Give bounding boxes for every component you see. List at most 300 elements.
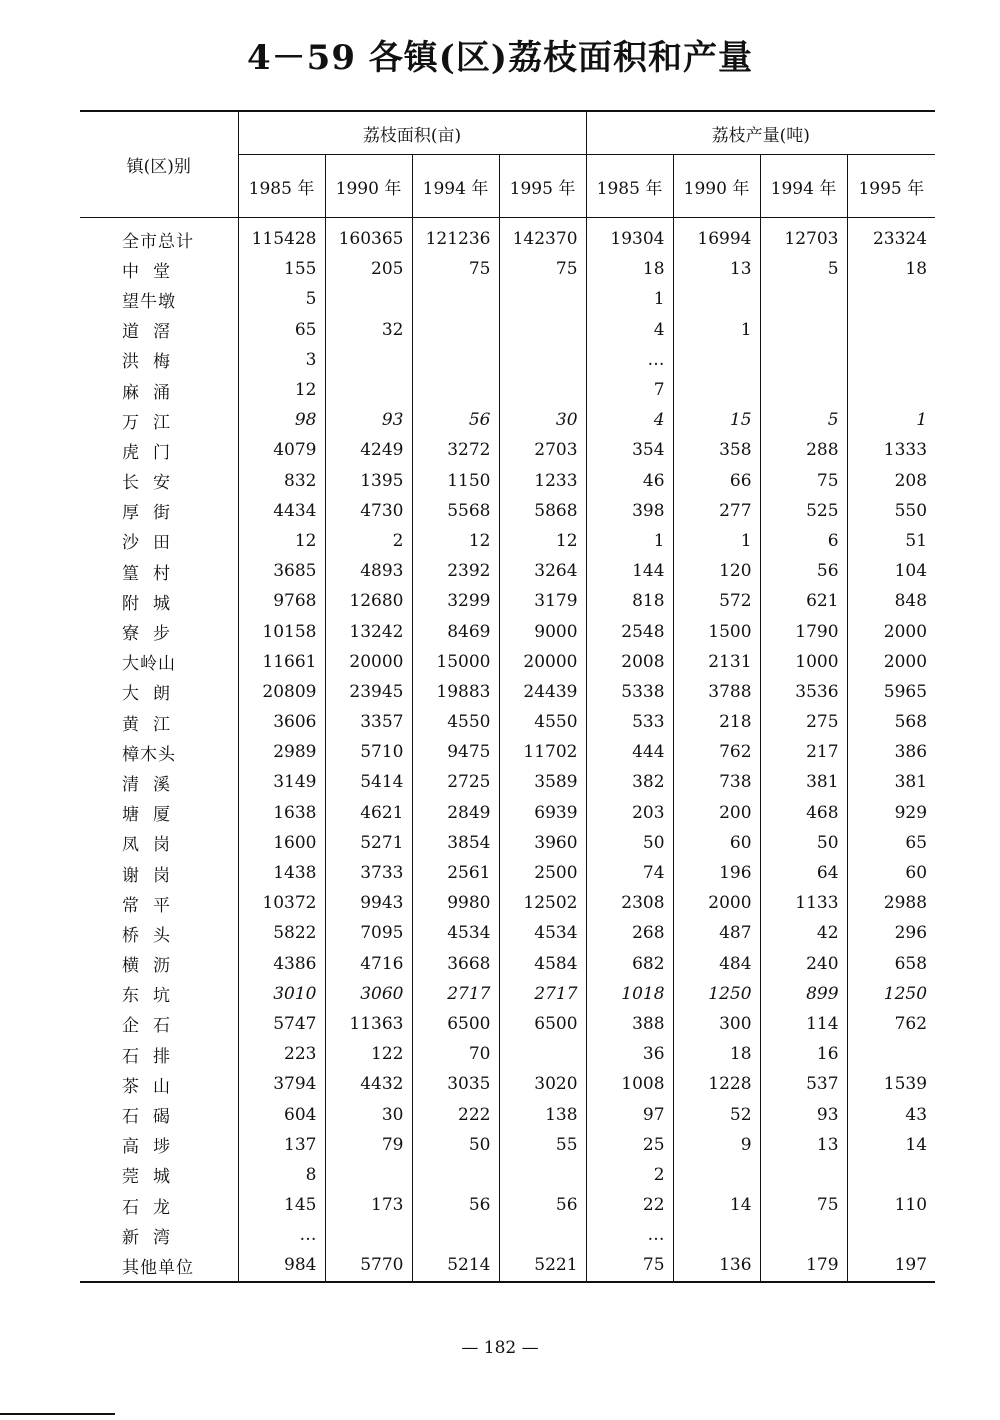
value-cell: 9980 [412,888,499,918]
value-cell: 4534 [499,918,586,948]
value-cell [847,284,935,314]
value-cell: 36 [586,1039,673,1069]
value-cell: 738 [673,767,760,797]
value-cell [847,315,935,345]
value-cell: 56 [412,405,499,435]
region-name-cell: 黄江 [80,707,238,737]
value-cell: 1 [586,526,673,556]
value-cell: 20000 [499,647,586,677]
value-cell: 1008 [586,1069,673,1099]
table-row [80,616,935,646]
region-name-cell: 虎门 [80,435,238,465]
value-cell: 5822 [238,918,325,948]
table-row [80,1130,935,1160]
value-cell: 97 [586,1099,673,1129]
value-cell: 3272 [412,435,499,465]
value-cell: 222 [412,1099,499,1129]
value-cell: 268 [586,918,673,948]
value-cell: 196 [673,858,760,888]
value-cell: 42 [760,918,847,948]
value-cell: 51 [905,530,928,551]
region-name-cell: 寮步 [80,616,238,646]
value-cell: 4 [586,315,673,345]
value-cell: 1500 [673,616,760,646]
value-cell: 160365 [325,218,412,255]
value-cell [760,1220,847,1250]
value-cell: 52 [673,1099,760,1129]
value-cell: 14 [673,1190,760,1220]
value-cell: 25 [586,1130,673,1160]
value-cell: 1 [916,410,928,431]
value-cell: 22 [586,1190,673,1220]
value-cell: 137 [238,1130,325,1160]
value-cell: 6 [760,526,847,556]
region-name-cell: 万江 [80,405,238,435]
value-cell [325,375,412,405]
value-cell: 1000 [760,647,847,677]
value-cell: 381 [760,767,847,797]
value-cell: 9768 [238,586,325,616]
value-cell: 197 [894,1255,928,1276]
value-cell: 173 [325,1190,412,1220]
value-cell: 18 [586,254,673,284]
value-cell: 2500 [499,858,586,888]
value-cell: 6500 [412,1009,499,1039]
value-cell: 5868 [499,496,586,526]
region-name-cell: 谢岗 [80,858,238,888]
value-cell: 444 [586,737,673,767]
region-name-cell: 大岭山 [80,647,238,677]
value-cell: 7095 [325,918,412,948]
value-cell: 50 [760,828,847,858]
table-body [80,218,935,1282]
value-cell: 50 [412,1130,499,1160]
value-cell: 848 [894,591,928,612]
value-cell: 11702 [499,737,586,767]
value-cell: 50 [586,828,673,858]
value-cell: 550 [894,500,928,521]
value-cell [412,315,499,345]
value-cell [760,284,847,314]
value-cell: 3589 [499,767,586,797]
value-cell: 16994 [673,218,760,255]
table-row [80,375,935,405]
value-cell: 1018 [586,979,673,1009]
region-name-cell: 新湾 [80,1220,238,1250]
value-cell: 10158 [238,616,325,646]
value-cell: 1250 [673,979,760,1009]
value-cell: 60 [673,828,760,858]
value-cell: 9943 [325,888,412,918]
value-cell: 66 [673,466,760,496]
value-cell: 1438 [238,858,325,888]
region-name-cell: 清溪 [80,767,238,797]
value-cell: 2703 [499,435,586,465]
value-cell [760,375,847,405]
value-cell: 56 [412,1190,499,1220]
value-cell: 5221 [499,1250,586,1281]
region-name-cell: 石龙 [80,1190,238,1220]
table-row [80,1009,935,1039]
value-cell: 2989 [238,737,325,767]
table-row [80,1160,935,1190]
region-name-cell: 横沥 [80,949,238,979]
region-name-cell: 樟木头 [80,737,238,767]
value-cell: 3357 [325,707,412,737]
region-name-cell: 东坑 [80,979,238,1009]
table-row [80,435,935,465]
value-cell: 4079 [238,435,325,465]
value-cell: 23945 [325,677,412,707]
value-cell: 5568 [412,496,499,526]
value-cell [412,375,499,405]
value-cell: 136 [673,1250,760,1281]
value-cell: 3606 [238,707,325,737]
value-cell: 2988 [883,893,928,914]
value-cell [673,284,760,314]
table-row [80,1220,935,1250]
value-cell: 208 [894,470,928,491]
region-name-cell: 长安 [80,466,238,496]
value-cell: 20000 [325,647,412,677]
table-row [80,888,935,918]
value-cell: 5 [760,405,847,435]
value-cell: 1600 [238,828,325,858]
region-name-cell: 塘厦 [80,798,238,828]
value-cell: 5414 [325,767,412,797]
value-cell: 300 [673,1009,760,1039]
value-cell: 386 [894,742,928,763]
table-row [80,1069,935,1099]
value-cell: 1133 [760,888,847,918]
value-cell: 1395 [325,466,412,496]
year-header: 1990 年 [325,155,412,218]
table-row [80,949,935,979]
value-cell: 1 [586,284,673,314]
value-cell: 2000 [673,888,760,918]
output-group-header: 荔枝产量(吨) [586,111,935,155]
table-row [80,828,935,858]
value-cell: 14 [905,1134,928,1155]
value-cell: 2000 [883,621,928,642]
value-cell: 16 [760,1039,847,1069]
value-cell: 56 [499,1190,586,1220]
table-row [80,556,935,586]
table-row [80,677,935,707]
region-name-cell: 麻涌 [80,375,238,405]
value-cell: 2561 [412,858,499,888]
value-cell: 762 [894,1013,928,1034]
value-cell: 3854 [412,828,499,858]
table-row [80,979,935,1009]
value-cell: 75 [760,466,847,496]
region-name-cell: 厚街 [80,496,238,526]
value-cell: 1250 [883,983,928,1004]
value-cell: 30 [325,1099,412,1129]
value-cell: 3010 [238,979,325,1009]
value-cell [412,284,499,314]
region-name-cell: 洪梅 [80,345,238,375]
value-cell: 354 [586,435,673,465]
value-cell: 55 [499,1130,586,1160]
region-name-cell: 常平 [80,888,238,918]
value-cell: 179 [760,1250,847,1281]
value-cell: 8 [238,1160,325,1190]
value-cell: 832 [238,466,325,496]
value-cell: 98 [238,405,325,435]
value-cell: 468 [760,798,847,828]
value-cell: 65 [905,832,928,853]
value-cell: 205 [325,254,412,284]
value-cell [499,1039,586,1069]
value-cell: 537 [760,1069,847,1099]
value-cell: 70 [412,1039,499,1069]
table-row [80,1250,935,1281]
value-cell: 12 [412,526,499,556]
value-cell: 3685 [238,556,325,586]
value-cell: 120 [673,556,760,586]
value-cell: 3035 [412,1069,499,1099]
value-cell: 75 [760,1190,847,1220]
table-row [80,647,935,677]
value-cell: 155 [238,254,325,284]
value-cell: 604 [238,1099,325,1129]
value-cell: 142370 [499,218,586,255]
table-row [80,707,935,737]
table-row [80,496,935,526]
year-header: 1995 年 [847,155,935,218]
table-row [80,918,935,948]
region-name-cell: 茶山 [80,1069,238,1099]
value-cell: 13242 [325,616,412,646]
value-cell [499,315,586,345]
value-cell: 218 [673,707,760,737]
value-cell: 110 [894,1195,928,1216]
value-cell: 2392 [412,556,499,586]
table-row [80,767,935,797]
value-cell: 3179 [499,586,586,616]
value-cell: 8469 [412,616,499,646]
value-cell: 13 [760,1130,847,1160]
value-cell: 23324 [872,229,928,250]
table-row [80,1039,935,1069]
value-cell: … [586,345,673,375]
value-cell: 114 [760,1009,847,1039]
value-cell [325,1220,412,1250]
value-cell: 2849 [412,798,499,828]
table-row [80,1099,935,1129]
value-cell [499,1220,586,1250]
value-cell: 60 [905,863,928,884]
value-cell [499,1160,586,1190]
value-cell: 12502 [499,888,586,918]
value-cell: 7 [586,375,673,405]
value-cell: 3668 [412,949,499,979]
value-cell: 1638 [238,798,325,828]
year-header: 1990 年 [673,155,760,218]
value-cell: 4550 [412,707,499,737]
table-row [80,466,935,496]
table-row [80,405,935,435]
value-cell: 115428 [238,218,325,255]
value-cell: 3020 [499,1069,586,1099]
value-cell: 929 [894,802,928,823]
value-cell: 1 [673,315,760,345]
value-cell: 5770 [325,1250,412,1281]
value-cell [673,1220,760,1250]
value-cell [673,375,760,405]
value-cell: 2717 [412,979,499,1009]
value-cell: 4716 [325,949,412,979]
value-cell: 200 [673,798,760,828]
table-row [80,254,935,284]
value-cell: 43 [905,1104,928,1125]
value-cell [760,315,847,345]
value-cell: 4 [586,405,673,435]
value-cell: 20809 [238,677,325,707]
value-cell [325,1160,412,1190]
value-cell: 138 [499,1099,586,1129]
value-cell: 1333 [883,440,928,461]
value-cell: 6939 [499,798,586,828]
value-cell: 4730 [325,496,412,526]
value-cell: 3 [238,345,325,375]
value-cell: 122 [325,1039,412,1069]
value-cell: 15 [673,405,760,435]
value-cell: 2725 [412,767,499,797]
lychee-area-output-table [80,110,935,1283]
value-cell: 30 [499,405,586,435]
year-header: 1985 年 [238,155,325,218]
value-cell: 19304 [586,218,673,255]
value-cell: 3960 [499,828,586,858]
region-name-cell: 企石 [80,1009,238,1039]
value-cell [673,1160,760,1190]
table-row [80,345,935,375]
value-cell: 3788 [673,677,760,707]
value-cell [760,1160,847,1190]
value-cell [847,1160,935,1190]
value-cell: 9475 [412,737,499,767]
table-row [80,1190,935,1220]
value-cell: 2548 [586,616,673,646]
value-cell: 2131 [673,647,760,677]
area-group-header: 荔枝面积(亩) [238,111,586,155]
value-cell [760,345,847,375]
value-cell [847,1220,935,1250]
value-cell: 2000 [883,651,928,672]
year-header: 1995 年 [499,155,586,218]
value-cell: 487 [673,918,760,948]
value-cell: 533 [586,707,673,737]
table-row [80,315,935,345]
value-cell: 64 [760,858,847,888]
value-cell: 12703 [760,218,847,255]
value-cell: 9000 [499,616,586,646]
value-cell: … [238,1220,325,1250]
year-header: 1994 年 [412,155,499,218]
value-cell: 5747 [238,1009,325,1039]
region-name-cell: 望牛墩 [80,284,238,314]
value-cell [847,1039,935,1069]
value-cell: 5710 [325,737,412,767]
value-cell: 10372 [238,888,325,918]
header-row-groups [80,111,935,155]
region-name-cell: 篁村 [80,556,238,586]
value-cell: 203 [586,798,673,828]
value-cell: 1150 [412,466,499,496]
value-cell [673,345,760,375]
value-cell: 65 [238,315,325,345]
value-cell: 5965 [883,681,928,702]
region-name-cell: 石排 [80,1039,238,1069]
value-cell: 5 [238,284,325,314]
value-cell: 5214 [412,1250,499,1281]
region-name-cell: 高埗 [80,1130,238,1160]
region-name-cell: 石碣 [80,1099,238,1129]
value-cell: 4386 [238,949,325,979]
value-cell: 6500 [499,1009,586,1039]
value-cell: 93 [760,1099,847,1129]
value-cell: 121236 [412,218,499,255]
page-number: — 182 — [461,1338,539,1358]
value-cell: 74 [586,858,673,888]
value-cell: 818 [586,586,673,616]
value-cell: 3536 [760,677,847,707]
value-cell: 358 [673,435,760,465]
value-cell: … [586,1220,673,1250]
value-cell: 277 [673,496,760,526]
value-cell: 4434 [238,496,325,526]
value-cell: 3299 [412,586,499,616]
value-cell [412,345,499,375]
table-row [80,218,935,255]
value-cell: 484 [673,949,760,979]
value-cell: 12 [499,526,586,556]
value-cell: 5271 [325,828,412,858]
region-name-cell: 凤岗 [80,828,238,858]
value-cell: 12 [238,375,325,405]
value-cell [325,345,412,375]
value-cell: 12680 [325,586,412,616]
value-cell: 79 [325,1130,412,1160]
value-cell: 4550 [499,707,586,737]
year-header: 1994 年 [760,155,847,218]
value-cell: 1233 [499,466,586,496]
value-cell: 621 [760,586,847,616]
region-name-cell: 沙田 [80,526,238,556]
value-cell: 2308 [586,888,673,918]
value-cell: 3149 [238,767,325,797]
region-name-cell: 桥头 [80,918,238,948]
value-cell: 2 [586,1160,673,1190]
value-cell: 75 [499,254,586,284]
value-cell: 75 [412,254,499,284]
value-cell: 4249 [325,435,412,465]
region-name-cell: 其他单位 [80,1250,238,1281]
value-cell: 5338 [586,677,673,707]
region-name-cell: 道滘 [80,315,238,345]
region-name-cell: 莞城 [80,1160,238,1190]
value-cell: 568 [894,712,928,733]
value-cell: 572 [673,586,760,616]
value-cell: 24439 [499,677,586,707]
value-cell: 11661 [238,647,325,677]
value-cell: 2717 [499,979,586,1009]
year-header: 1985 年 [586,155,673,218]
table-row [80,798,935,828]
value-cell: 4621 [325,798,412,828]
